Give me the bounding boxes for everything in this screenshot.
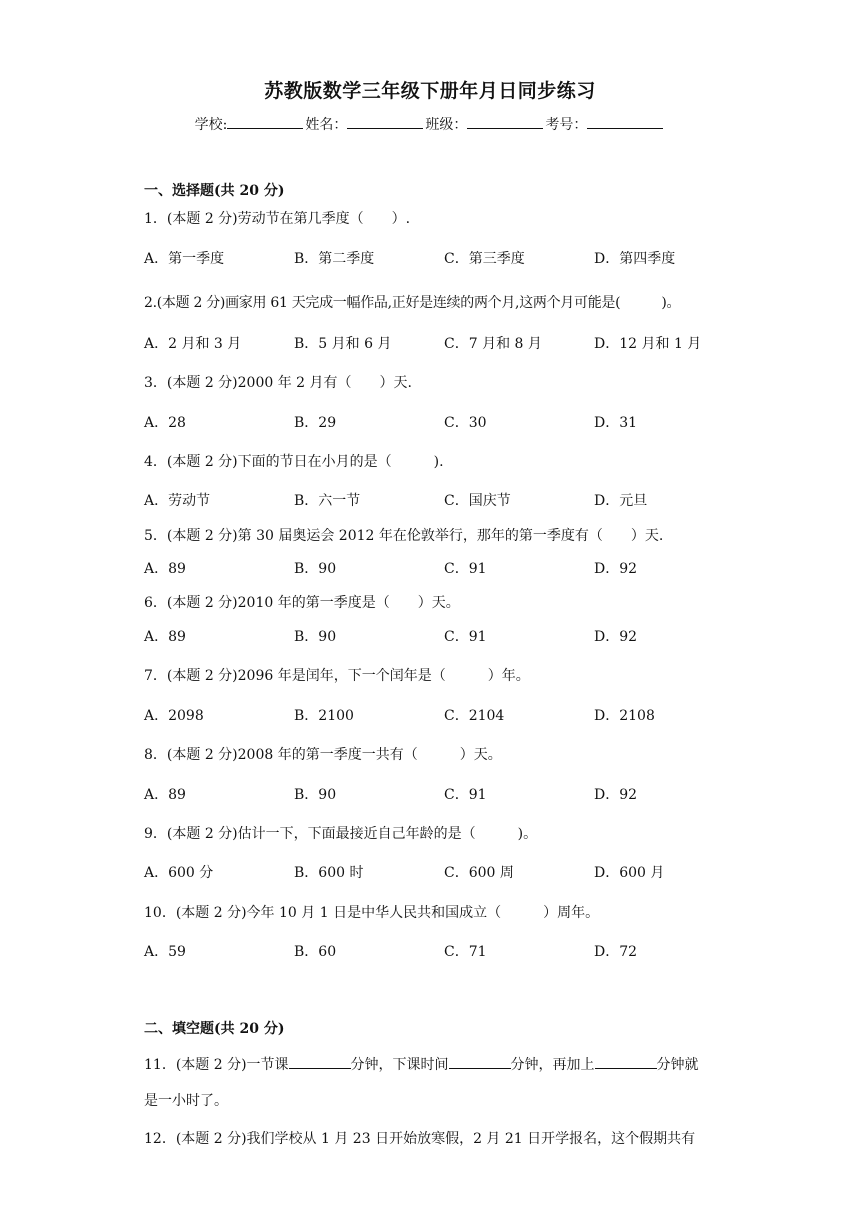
q10-option-c[interactable]: C．71 xyxy=(444,944,487,960)
section-fill-heading: 二、填空题(共 20 分) xyxy=(144,1021,285,1037)
q3-option-c[interactable]: C．30 xyxy=(444,415,487,431)
q4-option-c[interactable]: C．国庆节 xyxy=(444,493,511,509)
q6-option-c[interactable]: C．91 xyxy=(444,629,487,645)
q7-option-d[interactable]: D．2108 xyxy=(594,708,655,724)
question-9: 9．(本题 2 分)估计一下，下面最接近自己年龄的是（ )。 xyxy=(144,826,538,842)
question-3: 3．(本题 2 分)2000 年 2 月有（ ）天. xyxy=(144,375,412,391)
q9-option-a[interactable]: A．600 分 xyxy=(144,865,214,881)
q4-option-a[interactable]: A．劳动节 xyxy=(144,493,211,509)
q4-option-b[interactable]: B．六一节 xyxy=(294,493,361,509)
q8-option-d[interactable]: D．92 xyxy=(594,787,638,803)
question-1: 1．(本题 2 分)劳动节在第几季度（ ）. xyxy=(144,211,411,227)
question-7: 7．(本题 2 分)2096 年是闰年，下一个闰年是（ ）年。 xyxy=(144,668,530,684)
q9-option-d[interactable]: D．600 月 xyxy=(594,865,665,881)
q6-option-d[interactable]: D．92 xyxy=(594,629,638,645)
q4-option-d[interactable]: D．元旦 xyxy=(594,493,648,509)
question-6: 6．(本题 2 分)2010 年的第一季度是（ ）天。 xyxy=(144,595,460,611)
q11-blank-2[interactable] xyxy=(449,1056,511,1069)
q11-text-4: 分钟就 xyxy=(656,1057,699,1073)
exam-no-blank[interactable] xyxy=(587,116,663,129)
q2-option-d[interactable]: D．12 月和 1 月 xyxy=(594,336,702,352)
school-label: 学校: xyxy=(194,117,228,133)
page-title: 苏教版数学三年级下册年月日同步练习 xyxy=(264,80,596,102)
question-12: 12．(本题 2 分)我们学校从 1 月 23 日开始放寒假，2 月 21 日开学报名，这个假期共有 xyxy=(144,1131,696,1147)
q11-text-3: 分钟，再加上 xyxy=(510,1057,595,1073)
q1-option-c[interactable]: C．第三季度 xyxy=(444,251,525,267)
student-info-line xyxy=(0,114,860,134)
question-10: 10．(本题 2 分)今年 10 月 1 日是中华人民共和国成立（ ）周年。 xyxy=(144,905,600,921)
q9-option-c[interactable]: C．600 周 xyxy=(444,865,514,881)
q5-option-d[interactable]: D．92 xyxy=(594,561,638,577)
class-blank[interactable] xyxy=(467,116,543,129)
q2-option-c[interactable]: C．7 月和 8 月 xyxy=(444,336,542,352)
section-choice-heading: 一、选择题(共 20 分) xyxy=(144,183,285,199)
q3-option-b[interactable]: B．29 xyxy=(294,415,337,431)
q6-option-b[interactable]: B．90 xyxy=(294,629,337,645)
q9-option-b[interactable]: B．600 时 xyxy=(294,865,364,881)
q7-option-c[interactable]: C．2104 xyxy=(444,708,505,724)
q10-option-d[interactable]: D．72 xyxy=(594,944,638,960)
q1-option-a[interactable]: A．第一季度 xyxy=(144,251,225,267)
name-blank[interactable] xyxy=(347,116,423,129)
q2-option-a[interactable]: A．2 月和 3 月 xyxy=(144,336,242,352)
q11-blank-1[interactable] xyxy=(289,1056,351,1069)
exam-no-label: 考号： xyxy=(545,117,588,133)
q10-option-b[interactable]: B．60 xyxy=(294,944,337,960)
question-8: 8．(本题 2 分)2008 年的第一季度一共有（ ）天。 xyxy=(144,747,502,763)
q11-text-2: 分钟，下课时间 xyxy=(350,1057,449,1073)
q11-text-1: 11．(本题 2 分)一节课 xyxy=(144,1057,289,1073)
name-label: 姓名： xyxy=(305,117,348,133)
q5-option-c[interactable]: C．91 xyxy=(444,561,487,577)
class-label: 班级： xyxy=(425,117,468,133)
question-4: 4．(本题 2 分)下面的节日在小月的是（ ). xyxy=(144,454,444,470)
q5-option-b[interactable]: B．90 xyxy=(294,561,337,577)
q11-blank-3[interactable] xyxy=(595,1056,657,1069)
question-5: 5．(本题 2 分)第 30 届奥运会 2012 年在伦敦举行，那年的第一季度有（ ）天. xyxy=(144,528,664,544)
question-11-line-2: 是一小时了。 xyxy=(144,1093,228,1109)
q5-option-a[interactable]: A．89 xyxy=(144,561,186,577)
question-2: 2.(本题 2 分)画家用 61 天完成一幅作品,正好是连续的两个月,这两个月可能是( )。 xyxy=(144,295,681,311)
q8-option-b[interactable]: B．90 xyxy=(294,787,337,803)
question-11 xyxy=(144,1054,699,1074)
q2-option-b[interactable]: B．5 月和 6 月 xyxy=(294,336,392,352)
q1-option-d[interactable]: D．第四季度 xyxy=(594,251,676,267)
q8-option-c[interactable]: C．91 xyxy=(444,787,487,803)
q3-option-a[interactable]: A．28 xyxy=(144,415,186,431)
q10-option-a[interactable]: A．59 xyxy=(144,944,186,960)
q8-option-a[interactable]: A．89 xyxy=(144,787,186,803)
q7-option-b[interactable]: B．2100 xyxy=(294,708,354,724)
q6-option-a[interactable]: A．89 xyxy=(144,629,186,645)
q1-option-b[interactable]: B．第二季度 xyxy=(294,251,375,267)
q3-option-d[interactable]: D．31 xyxy=(594,415,638,431)
q7-option-a[interactable]: A．2098 xyxy=(144,708,204,724)
school-blank[interactable] xyxy=(227,116,303,129)
